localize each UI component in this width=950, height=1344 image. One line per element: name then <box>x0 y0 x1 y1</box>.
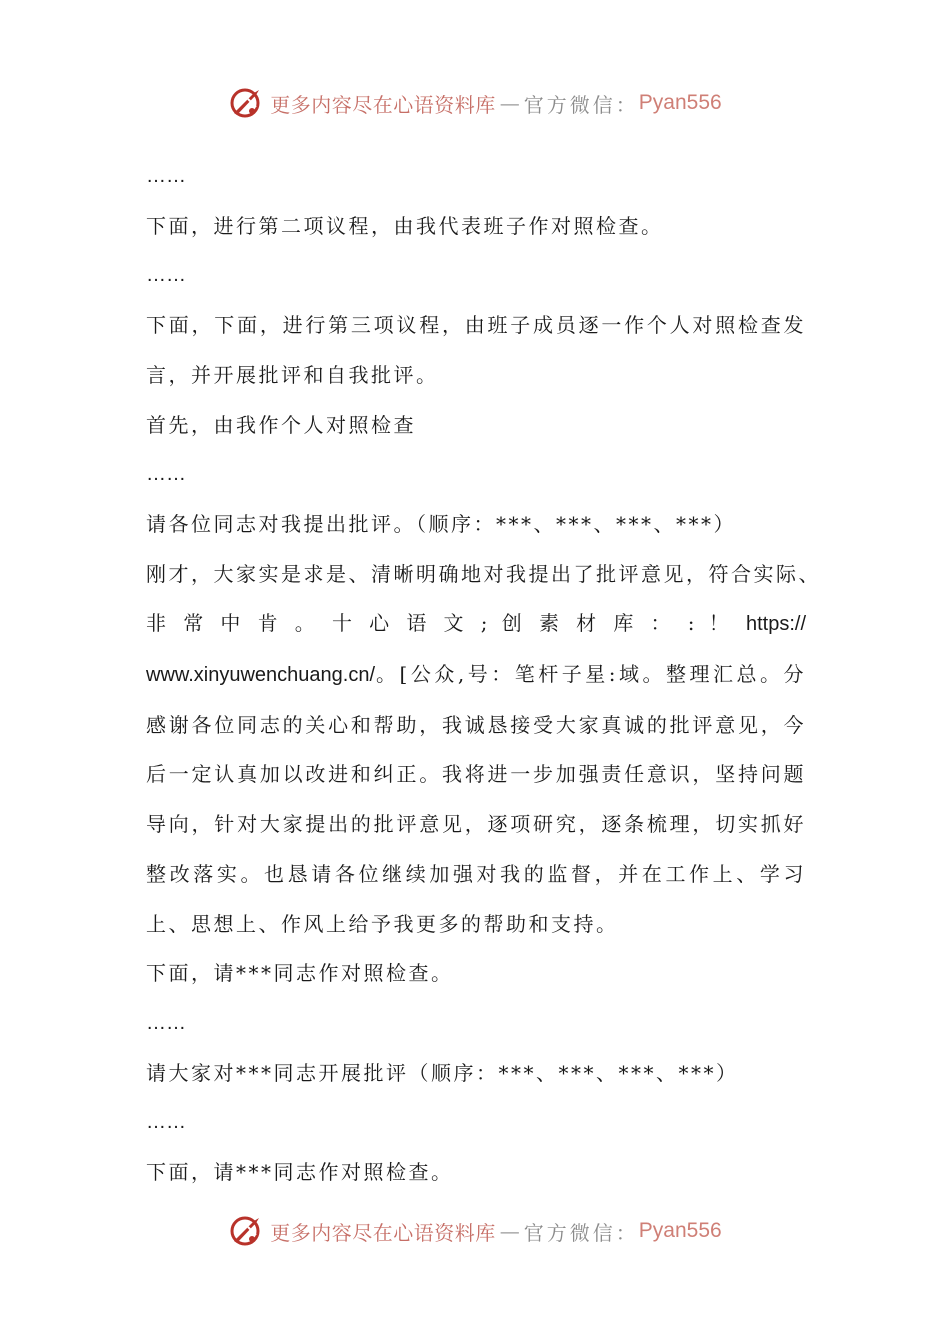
paragraph: 请各位同志对我提出批评。（顺序：***、***、***、***） <box>146 511 736 536</box>
header-wechat-label: 官方微信： <box>523 92 639 117</box>
header-brand: 更多内容尽在心语资料库 <box>270 92 496 117</box>
footer-wechat-id: Pyan556 <box>638 1219 722 1242</box>
pen-logo-icon <box>228 85 264 121</box>
footer-brand: 更多内容尽在心语资料库 <box>270 1220 496 1245</box>
document-body <box>146 152 821 1198</box>
paragraph: 下面，请***同志作对照检查。 <box>146 1160 454 1185</box>
paragraph-text: 。[公众,号：笔杆子星:域。整理汇总。分感谢各位同志的关心和帮助，我诚恳接受大家真诚的批评意见，今后一定认真加以改进和纠正。我将进一步加强责任意识，坚持问题导向，针对大家提出的批评意见，逐项研究，逐条梳理，切实抓好整改落实。也恳请各位继续加强对我的监督，并在工作上、学习上、思想上、作风上给予我更多的帮助和支持。 <box>146 662 806 936</box>
footer-wechat-label: 官方微信： <box>523 1220 639 1245</box>
ellipsis-line: …… <box>146 463 186 486</box>
paragraph: 请大家对***同志开展批评（顺序：***、***、***、***） <box>146 1060 739 1085</box>
paragraph: 下面，请***同志作对照检查。 <box>146 961 454 986</box>
header-wechat-id: Pyan556 <box>638 91 722 114</box>
paragraph: 下面，进行第二项议程，由我代表班子作对照检查。 <box>146 213 664 238</box>
watermark-line <box>146 599 806 650</box>
paragraph: 首先，由我作个人对照检查 <box>146 412 416 437</box>
paragraph <box>146 650 806 949</box>
ellipsis-line: …… <box>146 1111 186 1134</box>
ellipsis-line: …… <box>146 264 186 287</box>
ellipsis-line: …… <box>146 1011 186 1034</box>
header-banner <box>0 83 950 123</box>
url-link: www.xinyuwenchuang.cn/ <box>146 664 376 687</box>
footer-separator: — <box>499 1219 520 1243</box>
paragraph: 下面，下面，进行第三项议程，由班子成员逐一作个人对照检查发言，并开展批评和自我批评。 <box>146 313 806 387</box>
paragraph: 刚才，大家实是求是、清晰明确地对我提出了批评意见，符合实际、 <box>146 561 821 586</box>
url-fragment: https:// <box>745 613 806 636</box>
header-separator: — <box>499 91 520 115</box>
watermark-text: 非 常 中 肯 。 十 心 语 文 ; 创 素 材 库 ： : ！ <box>146 611 735 636</box>
pen-logo-icon <box>228 1213 264 1249</box>
footer-banner <box>0 1211 950 1251</box>
ellipsis-line: …… <box>146 165 186 187</box>
